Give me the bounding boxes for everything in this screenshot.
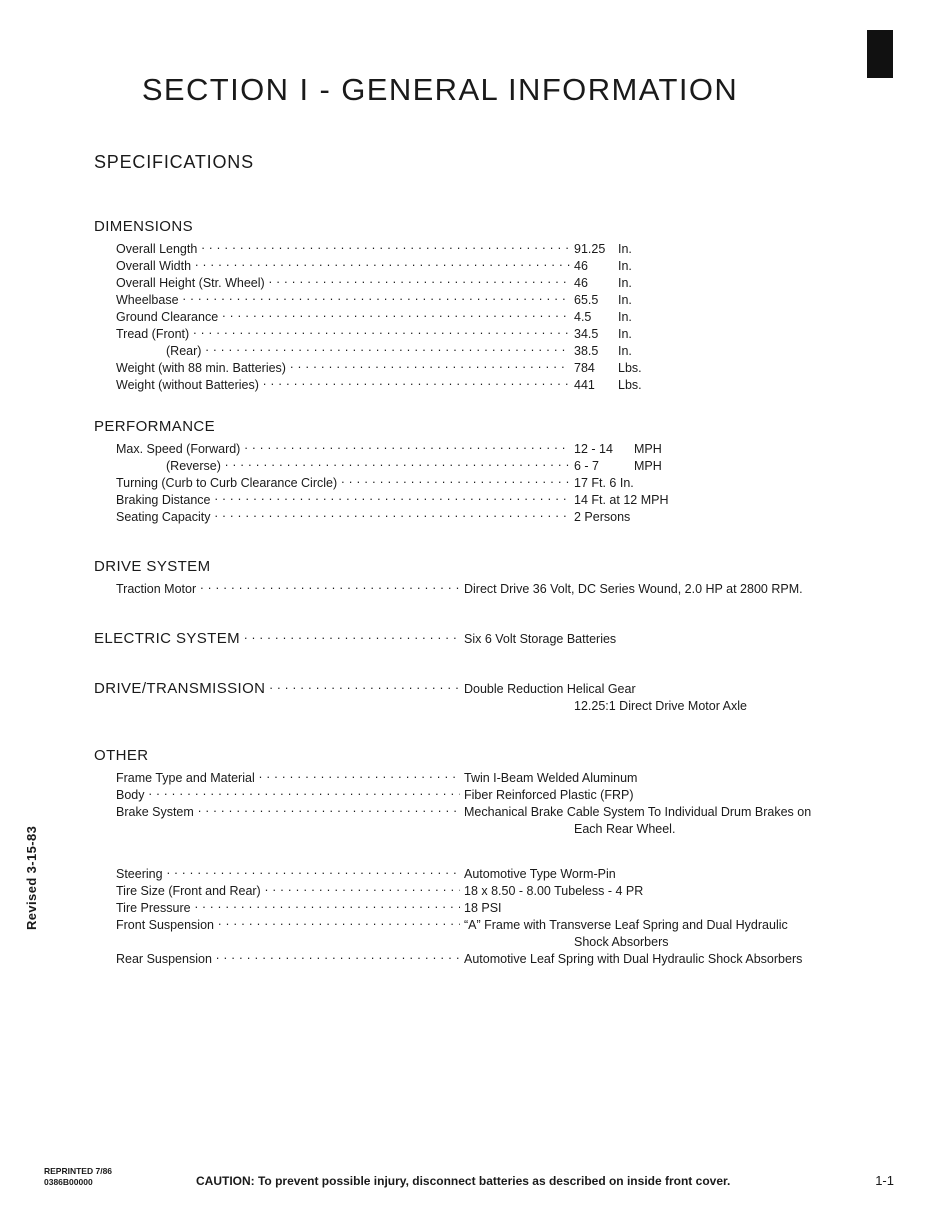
group-drive-transmission — [94, 680, 884, 715]
revision-note: Revised 3-15-83 — [24, 825, 39, 930]
spec-label: Wheelbase — [116, 293, 179, 307]
spec-row — [94, 917, 884, 934]
spec-value: Fiber Reinforced Plastic (FRP) — [464, 788, 634, 802]
spec-row — [94, 951, 884, 968]
group-dimensions — [94, 218, 884, 394]
dot-leader — [218, 917, 460, 929]
spec-number: 46 — [574, 259, 588, 273]
group-title: DIMENSIONS — [94, 218, 194, 235]
spec-row — [94, 275, 884, 292]
spec-row — [94, 360, 884, 377]
spec-label: Weight (without Batteries) — [116, 378, 259, 392]
spec-value — [574, 343, 884, 360]
spec-label: (Reverse) — [166, 459, 221, 473]
spec-number: 91.25 — [574, 242, 606, 256]
spec-value — [574, 326, 884, 343]
dot-leader — [265, 883, 460, 895]
spec-label: Braking Distance — [116, 493, 211, 507]
spec-value: Automotive Type Worm-Pin — [464, 867, 616, 881]
dot-leader — [167, 866, 460, 878]
dot-leader — [222, 309, 570, 321]
dot-leader — [215, 492, 571, 504]
spec-row — [94, 630, 884, 648]
group-drive-system — [94, 558, 884, 598]
spacer — [94, 838, 884, 866]
spec-label: Turning (Curb to Curb Clearance Circle) — [116, 476, 338, 490]
spec-unit: Lbs. — [618, 378, 642, 392]
spec-value — [574, 360, 884, 377]
spec-number: 65.5 — [574, 293, 599, 307]
reprint-code: 0386B00000 — [44, 1177, 93, 1187]
spec-value — [574, 441, 884, 458]
group-performance — [94, 418, 884, 526]
spec-label: Rear Suspension — [116, 952, 212, 966]
spec-row — [94, 883, 884, 900]
dot-leader — [195, 900, 460, 912]
spec-continuation — [94, 934, 884, 951]
group-title: PERFORMANCE — [94, 418, 216, 435]
spec-value: Twin I-Beam Welded Aluminum — [464, 771, 638, 785]
spec-row — [94, 804, 884, 821]
dot-leader — [225, 458, 570, 470]
group-electric-system — [94, 630, 884, 648]
spec-row — [94, 292, 884, 309]
spec-value: Automotive Leaf Spring with Dual Hydraulic Shock Absorbers — [464, 952, 803, 966]
spec-value — [574, 258, 884, 275]
dot-leader — [201, 241, 570, 253]
spec-label: Weight (with 88 min. Batteries) — [116, 361, 286, 375]
spec-unit: In. — [618, 327, 632, 341]
spec-unit: In. — [618, 276, 632, 290]
spec-number: 38.5 — [574, 344, 599, 358]
spec-row — [94, 509, 884, 526]
spec-row — [94, 343, 884, 360]
spec-row — [94, 241, 884, 258]
dot-leader — [183, 292, 570, 304]
spec-value: 14 Ft. at 12 MPH — [574, 493, 669, 507]
spec-label: Brake System — [116, 805, 194, 819]
spec-value — [574, 275, 884, 292]
spec-label: Overall Height (Str. Wheel) — [116, 276, 265, 290]
dot-leader — [200, 581, 460, 593]
spec-value — [574, 458, 884, 475]
spec-continuation-text: Shock Absorbers — [574, 935, 669, 949]
dot-leader — [215, 509, 570, 521]
spec-label: (Rear) — [166, 344, 202, 358]
spec-value: “A” Frame with Transverse Leaf Spring and Dual Hydraulic — [464, 918, 788, 932]
spec-value: 17 Ft. 6 In. — [574, 476, 634, 490]
spec-value: 18 x 8.50 - 8.00 Tubeless - 4 PR — [464, 884, 644, 898]
specifications-heading: SPECIFICATIONS — [94, 152, 254, 172]
spec-label: Steering — [116, 867, 163, 881]
spacer — [94, 398, 884, 418]
spec-row — [94, 866, 884, 883]
dot-leader — [193, 326, 570, 338]
spec-continuation-text: Each Rear Wheel. — [574, 822, 676, 836]
black-tab-marker — [867, 30, 893, 78]
dot-leader — [341, 475, 570, 487]
spec-unit: In. — [618, 310, 632, 324]
dot-leader — [290, 360, 570, 372]
spec-label: Frame Type and Material — [116, 771, 255, 785]
spec-label: Front Suspension — [116, 918, 214, 932]
caution-note: CAUTION: To prevent possible injury, disconnect batteries as described on inside front cover. — [196, 1174, 731, 1188]
spec-unit: Lbs. — [618, 361, 642, 375]
spec-row — [94, 492, 884, 509]
spec-number: 34.5 — [574, 327, 599, 341]
spec-row — [94, 770, 884, 787]
group-title: OTHER — [94, 747, 149, 764]
spacer — [94, 602, 884, 630]
spec-row — [94, 441, 884, 458]
group-title: ELECTRIC SYSTEM — [94, 630, 241, 647]
spec-number: 12 - 14 — [574, 442, 613, 456]
spacer — [94, 530, 884, 558]
spec-value: Direct Drive 36 Volt, DC Series Wound, 2.0 HP at 2800 RPM. — [464, 582, 803, 596]
dot-leader — [216, 951, 460, 963]
spec-row — [94, 475, 884, 492]
spec-label: Body — [116, 788, 145, 802]
spec-row — [94, 458, 884, 475]
spec-label: Ground Clearance — [116, 310, 219, 324]
spec-unit: In. — [618, 242, 632, 256]
spec-value — [574, 292, 884, 309]
page-number: 1-1 — [875, 1173, 894, 1188]
dot-leader — [244, 631, 460, 643]
reprint-date: REPRINTED 7/86 — [44, 1166, 113, 1176]
spec-label: Overall Width — [116, 259, 192, 273]
spec-row — [94, 787, 884, 804]
spacer — [94, 719, 884, 747]
group-other — [94, 747, 884, 968]
spec-continuation-text: 12.25:1 Direct Drive Motor Axle — [574, 699, 747, 713]
spec-value: 2 Persons — [574, 510, 631, 524]
spec-value — [574, 241, 884, 258]
spec-unit: In. — [618, 344, 632, 358]
dot-leader — [263, 377, 570, 389]
spec-label: Tread (Front) — [116, 327, 190, 341]
spec-row — [94, 326, 884, 343]
dot-leader — [269, 681, 460, 693]
dot-leader — [269, 275, 570, 287]
group-title: DRIVE/TRANSMISSION — [94, 680, 266, 697]
spec-label: Tire Pressure — [116, 901, 191, 915]
group-title: DRIVE SYSTEM — [94, 558, 211, 575]
spec-number: 441 — [574, 378, 595, 392]
dot-leader — [205, 343, 570, 355]
spec-value: Mechanical Brake Cable System To Individual Drum Brakes on — [464, 805, 812, 819]
spec-unit: MPH — [634, 442, 662, 456]
spacer — [94, 652, 884, 680]
spec-label: Tire Size (Front and Rear) — [116, 884, 261, 898]
spec-value: Double Reduction Helical Gear — [464, 682, 636, 696]
specifications-content — [94, 218, 884, 972]
spec-number: 784 — [574, 361, 595, 375]
spec-label: Overall Length — [116, 242, 198, 256]
spec-row — [94, 258, 884, 275]
spec-continuation — [94, 698, 884, 715]
spec-label: Traction Motor — [116, 582, 197, 596]
spec-value — [574, 309, 884, 326]
reprint-info — [44, 1166, 174, 1188]
spec-number: 46 — [574, 276, 588, 290]
spec-number: 4.5 — [574, 310, 592, 324]
spec-row — [94, 680, 884, 698]
spec-value: Six 6 Volt Storage Batteries — [464, 632, 617, 646]
spec-unit: In. — [618, 293, 632, 307]
spec-row — [94, 309, 884, 326]
page-title: SECTION I - GENERAL INFORMATION — [141, 72, 739, 107]
page-footer — [44, 1166, 894, 1188]
spec-row — [94, 377, 884, 394]
spec-continuation — [94, 821, 884, 838]
spec-row — [94, 581, 884, 598]
dot-leader — [195, 258, 570, 270]
spec-label: Seating Capacity — [116, 510, 211, 524]
spec-row — [94, 900, 884, 917]
spec-value — [574, 377, 884, 394]
spec-unit: In. — [618, 259, 632, 273]
spec-value: 18 PSI — [464, 901, 502, 915]
dot-leader — [149, 787, 461, 799]
dot-leader — [198, 804, 460, 816]
dot-leader — [244, 441, 570, 453]
spec-unit: MPH — [634, 459, 662, 473]
dot-leader — [259, 770, 460, 782]
spec-label: Max. Speed (Forward) — [116, 442, 241, 456]
spec-number: 6 - 7 — [574, 459, 600, 473]
